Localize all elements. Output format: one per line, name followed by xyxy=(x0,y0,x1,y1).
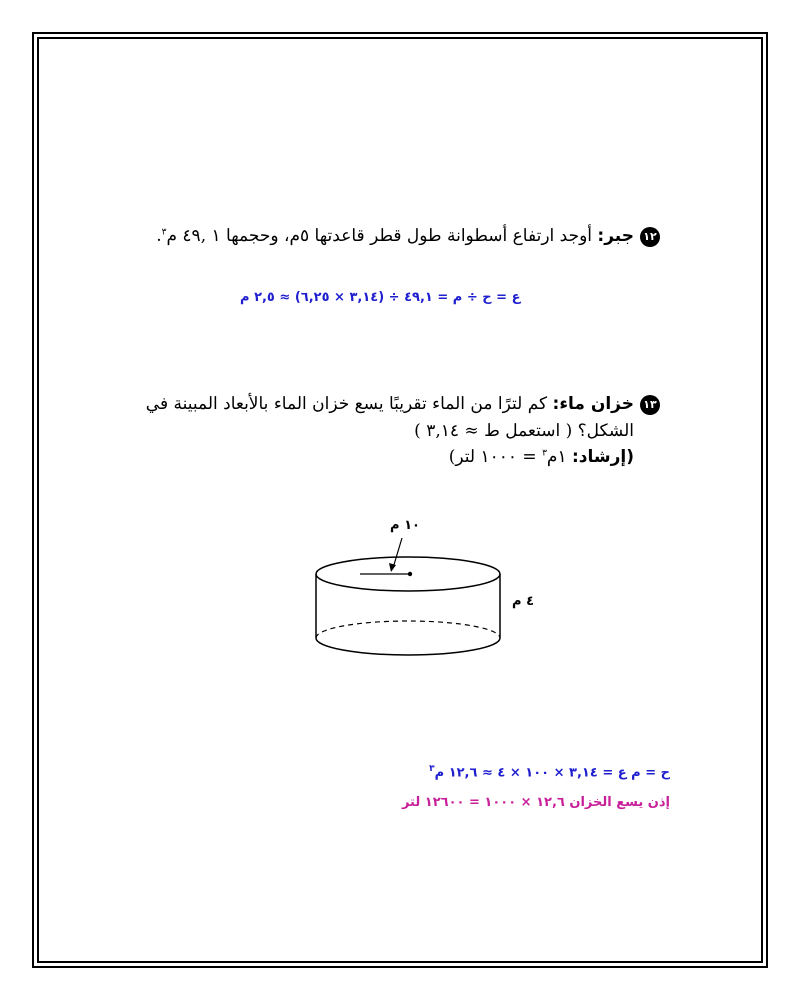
question-end: . xyxy=(156,226,162,246)
cylinder-figure xyxy=(300,510,540,670)
question-text: أوجد ارتفاع أسطوانة طول قطر قاعدتها ٥م، وحجمها ١ ,٤٩ م xyxy=(166,226,593,246)
center-point xyxy=(408,572,412,576)
hint-a: ١م xyxy=(546,447,567,467)
question-number-badge: ١٢ xyxy=(640,227,660,247)
label-arrow-line xyxy=(393,538,402,568)
answer-13-liters xyxy=(402,795,670,810)
question-12 xyxy=(156,226,660,247)
question-13-line2 xyxy=(414,421,634,441)
hint-superscript: ٣ xyxy=(542,448,547,459)
label-arrow-head xyxy=(389,563,396,572)
question-keyword: خزان ماء: xyxy=(552,394,634,414)
page-border-inner xyxy=(37,37,763,963)
height-label: ٤ م xyxy=(512,594,534,609)
cylinder-bottom-back-dashed xyxy=(316,621,500,638)
question-number-badge: ١٣ xyxy=(640,395,660,415)
radius-label: ١٠ م xyxy=(390,518,420,533)
answer-12-text: ع = ح ÷ م = ٤٩,١ ÷ (٣,١٤ × ٦,٢٥) ≈ ٢,٥ م xyxy=(240,290,521,305)
cylinder-bottom-front xyxy=(316,638,500,655)
answer-13-volume-text: ح = م ع = ٣,١٤ × ١٠٠ × ٤ ≈ ١٢,٦ م xyxy=(434,765,670,781)
answer-13-liters-text: إذن يسع الخزان ١٢,٦ × ١٠٠٠ = ١٢٦٠٠ لتر xyxy=(401,795,670,810)
answer-13-volume xyxy=(429,764,670,780)
question-13 xyxy=(146,394,660,415)
question-text-line2: الشكل؟ ( استعمل ط ≈ ٣,١٤ ) xyxy=(414,421,634,441)
question-keyword: جبر: xyxy=(597,226,634,246)
hint-keyword: (إرشاد: xyxy=(571,447,634,467)
answer-13-superscript: ٣ xyxy=(429,764,435,774)
question-text-line1: كم لترًا من الماء تقريبًا يسع خزان الماء بالأبعاد المبينة في xyxy=(145,394,548,414)
answer-12 xyxy=(240,290,520,305)
question-13-hint xyxy=(449,447,634,467)
hint-b: = ١٠٠٠ لتر) xyxy=(448,447,537,467)
superscript: ٣ xyxy=(161,227,167,238)
